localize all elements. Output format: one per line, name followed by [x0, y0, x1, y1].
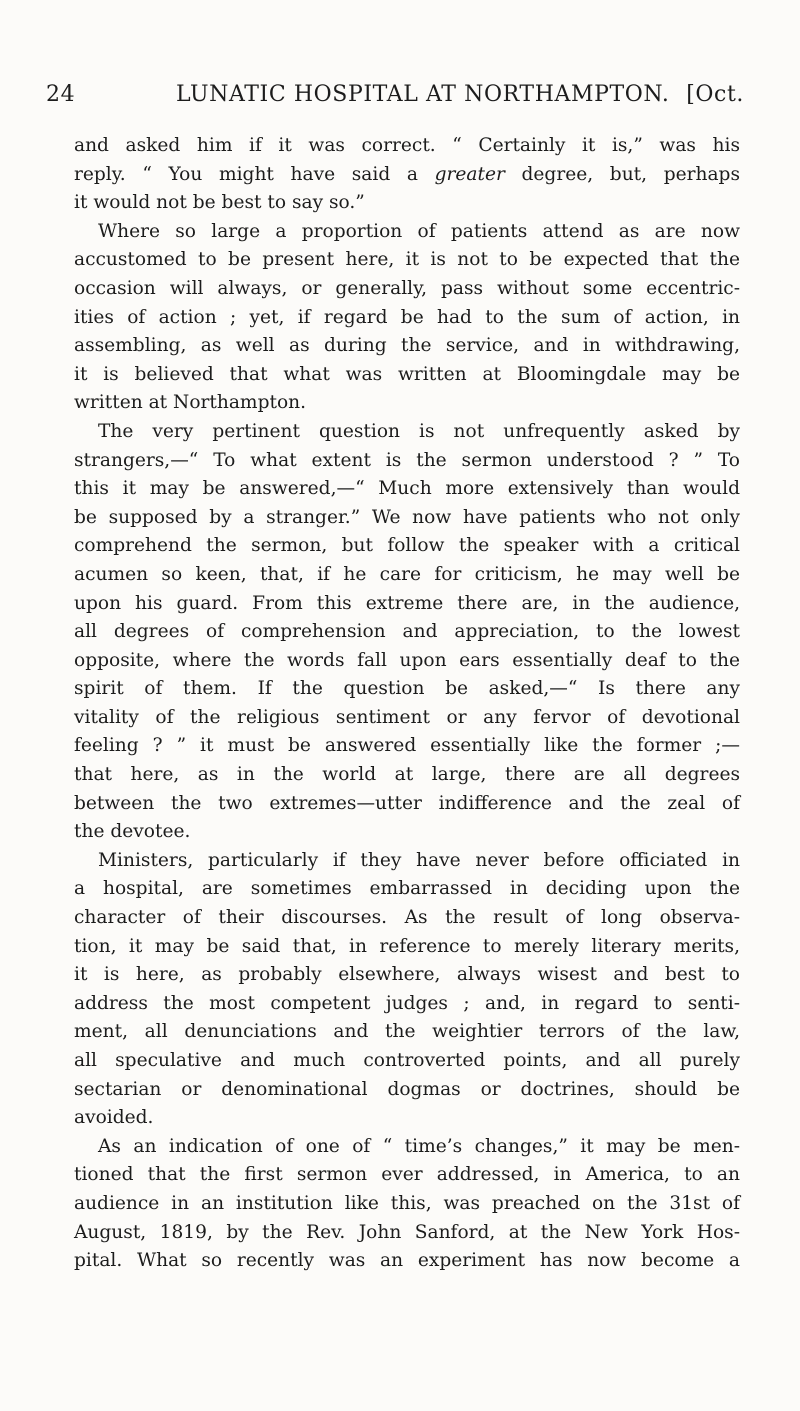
text-line: avoided.	[74, 1107, 154, 1129]
text-line: this it may be answered,—“ Much more extensively than would	[74, 478, 740, 500]
text-line: it would not be best to say so.”	[74, 192, 365, 214]
text-line: sectarian or denominational dogmas or doctrines, should be	[74, 1078, 740, 1100]
text-line: all speculative and much controverted points, and all purely	[74, 1050, 740, 1071]
text-line: it is believed that what was written at Bloomingdale may be	[74, 363, 740, 385]
body-text	[74, 132, 740, 1276]
text-line: Ministers, particularly if they have never before officiated in	[98, 849, 740, 871]
text-line: between the two extremes—utter indifference and the zeal of	[74, 792, 740, 814]
emphasized-word: greater	[434, 163, 505, 185]
text-line: a hospital, are sometimes embarrassed in deciding upon the	[74, 878, 740, 900]
text-line: and asked him if it was correct. “ Certainly it is,” was his	[74, 135, 740, 156]
text-line: assembling, as well as during the service, and in withdrawing,	[74, 335, 740, 357]
text-line: upon his guard. From this extreme there are, in the audience,	[74, 592, 740, 614]
text-line: tioned that the first sermon ever addressed, in America, to an	[74, 1164, 740, 1186]
text-line: feeling ? ” it must be answered essentially like the former ;—	[74, 735, 740, 757]
text-line: be supposed by a stranger.” We now have patients who not only	[74, 506, 740, 528]
text-line: accustomed to be present here, it is not to be expected that the	[74, 249, 740, 271]
text-line: vitality of the religious sentiment or any fervor of devotional	[74, 706, 740, 728]
text-line: strangers,—“ To what extent is the sermon understood ? ” To	[74, 449, 740, 471]
page-number: 24	[46, 82, 76, 107]
text-line: Where so large a proportion of patients attend as are now	[98, 220, 740, 242]
text-line: spirit of them. If the question be asked,—“ Is there any	[74, 678, 740, 700]
header-month: [Oct.	[686, 82, 744, 107]
text-line: occasion will always, or generally, pass without some eccentric-	[74, 277, 740, 299]
text-line: As an indication of one of “ time’s changes,” it may be men-	[98, 1135, 740, 1157]
text-line: pital. What so recently was an experiment has now become a	[74, 1250, 740, 1272]
text-line: written at Northampton.	[74, 392, 307, 414]
running-title: LUNATIC HOSPITAL AT NORTHAMPTON.	[176, 82, 670, 107]
text-line: character of their discourses. As the result of long observa-	[74, 907, 740, 929]
text-line: reply. “ You might have said a greater degree, but, perhaps	[74, 163, 740, 185]
text-line: that here, as in the world at large, there are all degrees	[74, 764, 740, 786]
text-line: The very pertinent question is not unfrequently asked by	[98, 420, 740, 442]
text-line: ities of action ; yet, if regard be had to the sum of action, in	[74, 306, 740, 328]
text-line: all degrees of comprehension and appreciation, to the lowest	[74, 621, 740, 643]
text-line: it is here, as probably elsewhere, always wisest and best to	[74, 964, 740, 986]
text-line: address the most competent judges ; and, in regard to senti-	[74, 992, 740, 1014]
text-line: tion, it may be said that, in reference to merely literary merits,	[74, 935, 740, 957]
text-line: opposite, where the words fall upon ears essentially deaf to the	[74, 649, 740, 671]
text-line: ment, all denunciations and the weightier terrors of the law,	[74, 1021, 740, 1043]
text-line: comprehend the sermon, but follow the speaker with a critical	[74, 535, 740, 557]
text-line: audience in an institution like this, was preached on the 31st of	[74, 1192, 740, 1214]
text-line: acumen so keen, that, if he care for criticism, he may well be	[74, 563, 740, 585]
page-header	[46, 78, 744, 112]
text-line: August, 1819, by the Rev. John Sanford, at the New York Hos-	[74, 1221, 740, 1243]
text-line: the devotee.	[74, 821, 191, 843]
